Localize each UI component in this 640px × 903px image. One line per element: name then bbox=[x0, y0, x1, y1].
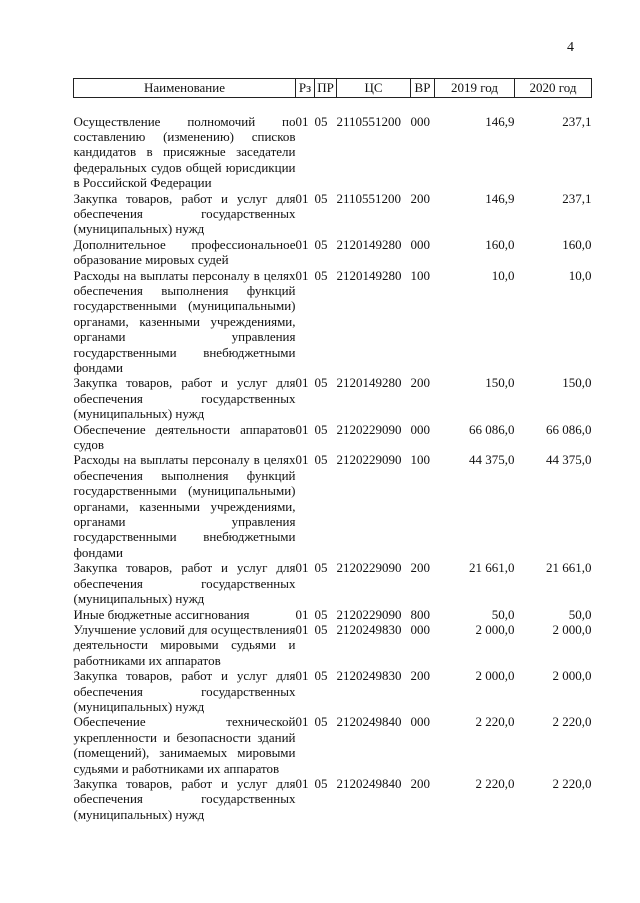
row-vr: 200 bbox=[410, 375, 430, 391]
table-row bbox=[74, 98, 592, 114]
row-2020: 160,0 bbox=[562, 236, 592, 252]
row-rz: 01 bbox=[295, 452, 309, 468]
row-cs: 2120229090 bbox=[336, 606, 402, 622]
row-2019: 10,0 bbox=[491, 267, 515, 283]
row-vr: 200 bbox=[410, 668, 430, 684]
row-pr: 05 bbox=[314, 421, 328, 437]
row-name: Закупка товаров, работ и услуг для обеспечения государственных (муниципальных) нужд bbox=[73, 375, 296, 422]
row-2020: 2 000,0 bbox=[552, 668, 592, 684]
row-2019: 2 220,0 bbox=[475, 714, 515, 730]
row-pr: 05 bbox=[314, 267, 328, 283]
table-row bbox=[74, 375, 592, 421]
header-vr: ВР bbox=[411, 79, 435, 98]
header-pr: ПР bbox=[315, 79, 337, 98]
row-rz: 01 bbox=[295, 668, 309, 684]
row-2019: 50,0 bbox=[491, 606, 515, 622]
table-row bbox=[74, 560, 592, 606]
row-rz: 01 bbox=[295, 190, 309, 206]
row-cs: 2120249830 bbox=[336, 621, 402, 637]
table-row bbox=[74, 607, 592, 622]
row-name: Дополнительное профессиональное образование мировых судей bbox=[73, 236, 296, 268]
table-body bbox=[74, 98, 592, 823]
table-row bbox=[74, 714, 592, 776]
row-2019: 146,9 bbox=[485, 113, 515, 129]
row-rz: 01 bbox=[295, 606, 309, 622]
table-row bbox=[74, 668, 592, 714]
row-2020: 21 661,0 bbox=[546, 560, 592, 576]
row-pr: 05 bbox=[314, 452, 328, 468]
row-2019: 160,0 bbox=[485, 236, 515, 252]
row-name: Иные бюджетные ассигнования bbox=[73, 606, 250, 622]
row-2020: 150,0 bbox=[562, 375, 592, 391]
table-row bbox=[74, 237, 592, 268]
row-pr: 05 bbox=[314, 113, 328, 129]
row-2019: 146,9 bbox=[485, 190, 515, 206]
table-row bbox=[74, 776, 592, 822]
row-2020: 237,1 bbox=[562, 113, 592, 129]
row-name: Закупка товаров, работ и услуг для обеспечения государственных (муниципальных) нужд bbox=[73, 190, 296, 237]
row-cs: 2120229090 bbox=[336, 421, 402, 437]
row-name: Расходы на выплаты персоналу в целях обеспечения выполнения функций государственными (муниципальными) органами, казенными учреждениями, органами управления государственными внебюджетными фондами bbox=[73, 452, 296, 560]
row-rz: 01 bbox=[295, 236, 309, 252]
row-2019: 2 000,0 bbox=[475, 621, 515, 637]
row-vr: 000 bbox=[410, 421, 430, 437]
row-pr: 05 bbox=[314, 560, 328, 576]
row-pr: 05 bbox=[314, 190, 328, 206]
row-vr: 800 bbox=[410, 606, 430, 622]
row-2020: 2 000,0 bbox=[552, 621, 592, 637]
row-cs: 2120249840 bbox=[336, 714, 402, 730]
row-2020: 2 220,0 bbox=[552, 714, 592, 730]
row-pr: 05 bbox=[314, 236, 328, 252]
table-row bbox=[74, 622, 592, 668]
row-2019: 44 375,0 bbox=[469, 452, 515, 468]
row-2020: 50,0 bbox=[568, 606, 592, 622]
row-2019: 150,0 bbox=[485, 375, 515, 391]
row-vr: 000 bbox=[410, 113, 430, 129]
row-name: Закупка товаров, работ и услуг для обеспечения государственных (муниципальных) нужд bbox=[73, 668, 296, 714]
row-name: Улучшение условий для осуществления деятельности мировыми судьями и работниками их аппаратов bbox=[73, 621, 296, 668]
row-2019: 21 661,0 bbox=[469, 560, 515, 576]
row-name: Осуществление полномочий по составлению (изменению) списков кандидатов в присяжные заседатели федеральных судов общей юрисдикции в Российской Федерации bbox=[73, 113, 296, 191]
table-row bbox=[74, 452, 592, 560]
row-pr: 05 bbox=[314, 668, 328, 684]
row-rz: 01 bbox=[295, 714, 309, 730]
row-cs: 2120229090 bbox=[336, 560, 402, 576]
row-vr: 200 bbox=[410, 560, 430, 576]
row-pr: 05 bbox=[314, 606, 328, 622]
row-cs: 2110551200 bbox=[336, 113, 402, 129]
row-2020: 10,0 bbox=[568, 267, 592, 283]
row-2019: 66 086,0 bbox=[469, 421, 515, 437]
row-name: Закупка товаров, работ и услуг для обеспечения государственных (муниципальных) нужд bbox=[73, 775, 296, 822]
row-vr: 100 bbox=[410, 267, 430, 283]
row-cs: 2120149280 bbox=[336, 236, 402, 252]
row-cs: 2110551200 bbox=[336, 190, 402, 206]
row-name: Закупка товаров, работ и услуг для обеспечения государственных (муниципальных) нужд bbox=[73, 560, 296, 607]
row-name: Расходы на выплаты персоналу в целях обеспечения выполнения функций государственными (муниципальными) органами, казенными учреждениями, органами управления государственными внебюджетными фондами bbox=[73, 267, 296, 375]
table-row bbox=[74, 422, 592, 453]
row-name: Обеспечение технической укрепленности и безопасности зданий (помещений), занимаемых мировыми судьями и работниками их аппаратов bbox=[73, 714, 296, 776]
row-vr: 000 bbox=[410, 236, 430, 252]
row-vr: 200 bbox=[410, 190, 430, 206]
row-2020: 44 375,0 bbox=[546, 452, 592, 468]
page-number: 4 bbox=[567, 40, 574, 55]
row-cs: 2120249830 bbox=[336, 668, 402, 684]
table-row bbox=[74, 268, 592, 376]
header-2019: 2019 год bbox=[435, 79, 515, 98]
row-2019: 2 220,0 bbox=[475, 775, 515, 791]
row-pr: 05 bbox=[314, 714, 328, 730]
row-rz: 01 bbox=[295, 621, 309, 637]
row-cs: 2120229090 bbox=[336, 452, 402, 468]
table-header bbox=[74, 79, 592, 98]
header-2020: 2020 год bbox=[515, 79, 592, 98]
row-rz: 01 bbox=[295, 375, 309, 391]
row-vr: 200 bbox=[410, 775, 430, 791]
row-rz: 01 bbox=[295, 775, 309, 791]
row-vr: 000 bbox=[410, 714, 430, 730]
table-row bbox=[74, 114, 592, 191]
row-pr: 05 bbox=[314, 775, 328, 791]
row-2020: 237,1 bbox=[562, 190, 592, 206]
row-cs: 2120149280 bbox=[336, 267, 402, 283]
row-cs: 2120149280 bbox=[336, 375, 402, 391]
row-rz: 01 bbox=[295, 560, 309, 576]
row-2020: 2 220,0 bbox=[552, 775, 592, 791]
row-vr: 100 bbox=[410, 452, 430, 468]
row-rz: 01 bbox=[295, 267, 309, 283]
row-rz: 01 bbox=[295, 421, 309, 437]
row-pr: 05 bbox=[314, 621, 328, 637]
header-cs: ЦС bbox=[337, 79, 411, 98]
row-name: Обеспечение деятельности аппаратов судов bbox=[73, 421, 296, 453]
row-pr: 05 bbox=[314, 375, 328, 391]
row-2019: 2 000,0 bbox=[475, 668, 515, 684]
table-row bbox=[74, 191, 592, 237]
header-rz: Рз bbox=[296, 79, 315, 98]
header-row bbox=[74, 79, 592, 98]
row-cs: 2120249840 bbox=[336, 775, 402, 791]
row-vr: 000 bbox=[410, 621, 430, 637]
budget-table bbox=[73, 78, 592, 822]
row-2020: 66 086,0 bbox=[546, 421, 592, 437]
row-rz: 01 bbox=[295, 113, 309, 129]
header-name: Наименование bbox=[74, 79, 296, 98]
